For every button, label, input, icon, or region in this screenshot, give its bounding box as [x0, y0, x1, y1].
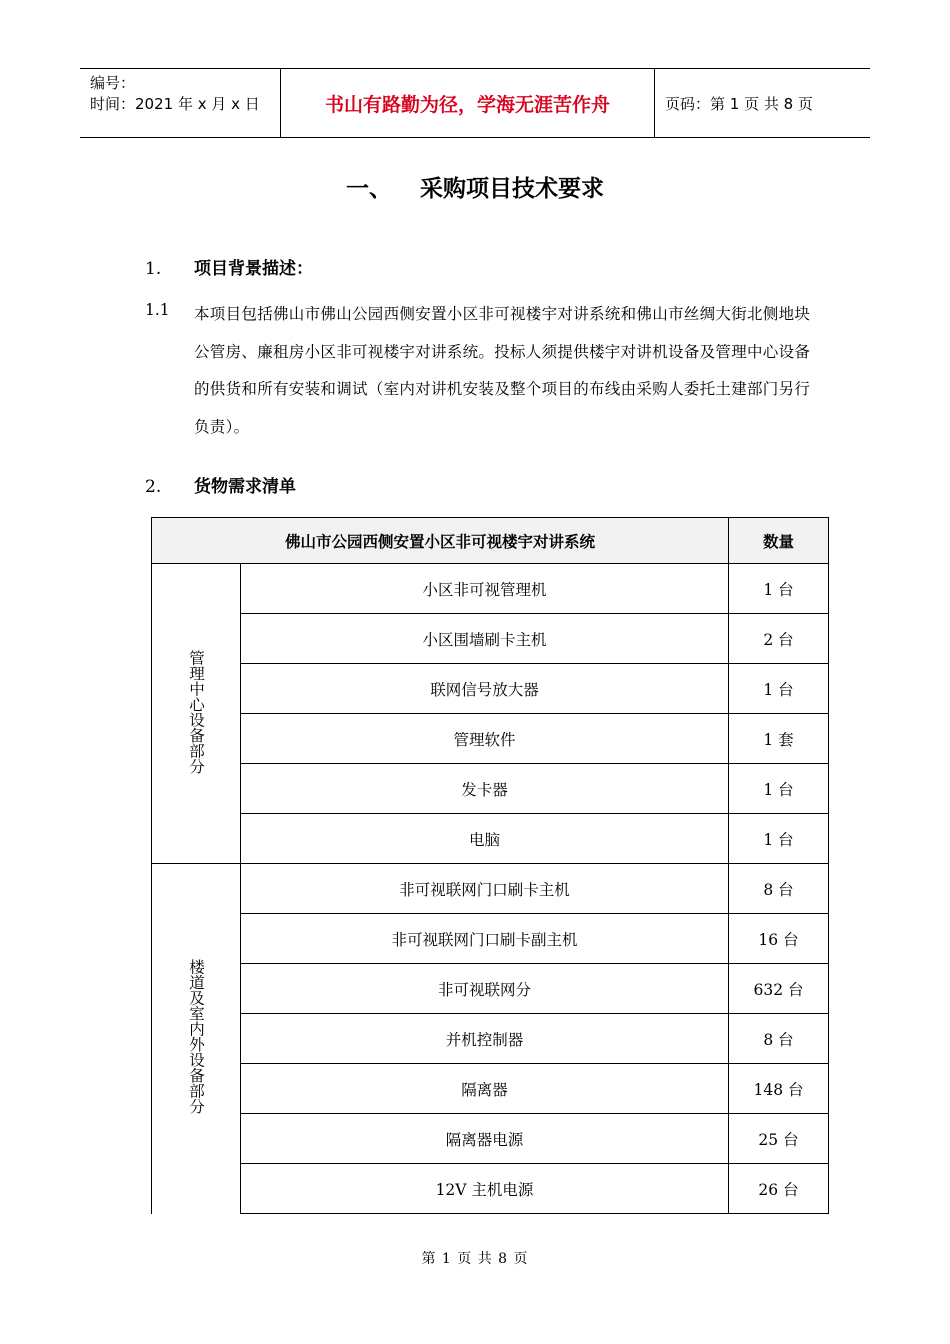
table-row: [152, 714, 829, 764]
item-cell: 隔离器: [241, 1064, 729, 1114]
item-cell: 12V 主机电源: [241, 1164, 729, 1214]
table-row: [152, 1114, 829, 1164]
qty-cell: 148 台: [729, 1064, 829, 1114]
section-number: 1.: [145, 259, 162, 279]
table-row: [152, 764, 829, 814]
item-cell: 非可视联网门口刷卡主机: [241, 864, 729, 914]
qty-cell: 16 台: [729, 914, 829, 964]
table-row: [152, 964, 829, 1014]
group-label: 管理中心设备部分: [187, 649, 205, 774]
group-label: 楼道及室内外设备部分: [187, 959, 205, 1115]
header-page: 页码：第 1 页 共 8 页: [665, 94, 813, 113]
item-cell: 管理软件: [241, 714, 729, 764]
qty-cell: 8 台: [729, 1014, 829, 1064]
table-row: [152, 614, 829, 664]
section-title: 项目背景描述：: [194, 259, 313, 279]
header-qty-cell: 数量: [729, 518, 829, 564]
goods-table: [151, 517, 829, 1214]
item-cell: 电脑: [241, 814, 729, 864]
header-motto: 书山有路勤为径，学海无涯苦作舟: [280, 69, 655, 137]
table-row: [152, 564, 829, 614]
header-meta: [80, 69, 280, 137]
item-cell: 非可视联网门口刷卡副主机: [241, 914, 729, 964]
item-cell: 小区非可视管理机: [241, 564, 729, 614]
item-cell: 发卡器: [241, 764, 729, 814]
item-cell: 小区围墙刷卡主机: [241, 614, 729, 664]
qty-cell: 1 台: [729, 764, 829, 814]
qty-cell: 1 台: [729, 564, 829, 614]
section-heading-2: [145, 472, 296, 497]
qty-cell: 8 台: [729, 864, 829, 914]
group-label-cell: [152, 864, 241, 1214]
page-footer: 第 1 页 共 8 页: [421, 1251, 529, 1267]
section-title: 货物需求清单: [194, 477, 296, 497]
table-row: [152, 1164, 829, 1214]
qty-cell: 2 台: [729, 614, 829, 664]
document-title: [0, 170, 950, 203]
paragraph-text: 本项目包括佛山市佛山公园西侧安置小区非可视楼宇对讲系统和佛山市丝绸大街北侧地块公管房、廉租房小区非可视楼宇对讲系统。投标人须提供楼宇对讲机设备及管理中心设备的供货和所有安装和调试（室内对讲机安装及整个项目的布线由采购人委托土建部门另行负责）。: [194, 305, 811, 436]
qty-cell: 26 台: [729, 1164, 829, 1214]
qty-cell: 1 套: [729, 714, 829, 764]
header-system-cell: 佛山市公园西侧安置小区非可视楼宇对讲系统: [152, 518, 729, 564]
page-header: [80, 68, 870, 138]
table-row: [152, 664, 829, 714]
qty-cell: 1 台: [729, 814, 829, 864]
section-heading-1: [145, 254, 313, 279]
paragraph-1-1: [145, 296, 815, 446]
table-row: [152, 1064, 829, 1114]
table-row: [152, 1014, 829, 1064]
qty-cell: 632 台: [729, 964, 829, 1014]
item-cell: 隔离器电源: [241, 1114, 729, 1164]
header-time: 时间：2021 年 x 月 x 日: [90, 95, 260, 113]
table-header-row: [152, 518, 829, 564]
title-text: 采购项目技术要求: [420, 176, 604, 202]
qty-cell: 1 台: [729, 664, 829, 714]
table-row: [152, 914, 829, 964]
section-number: 2.: [145, 477, 162, 497]
header-number: 编号：: [90, 74, 136, 92]
table-row: [152, 814, 829, 864]
group-label-cell: [152, 564, 241, 864]
item-cell: 非可视联网分: [241, 964, 729, 1014]
item-cell: 并机控制器: [241, 1014, 729, 1064]
table-row: [152, 864, 829, 914]
title-number: 一、: [346, 176, 392, 202]
item-cell: 联网信号放大器: [241, 664, 729, 714]
qty-cell: 25 台: [729, 1114, 829, 1164]
paragraph-number: 1.1: [145, 301, 170, 319]
